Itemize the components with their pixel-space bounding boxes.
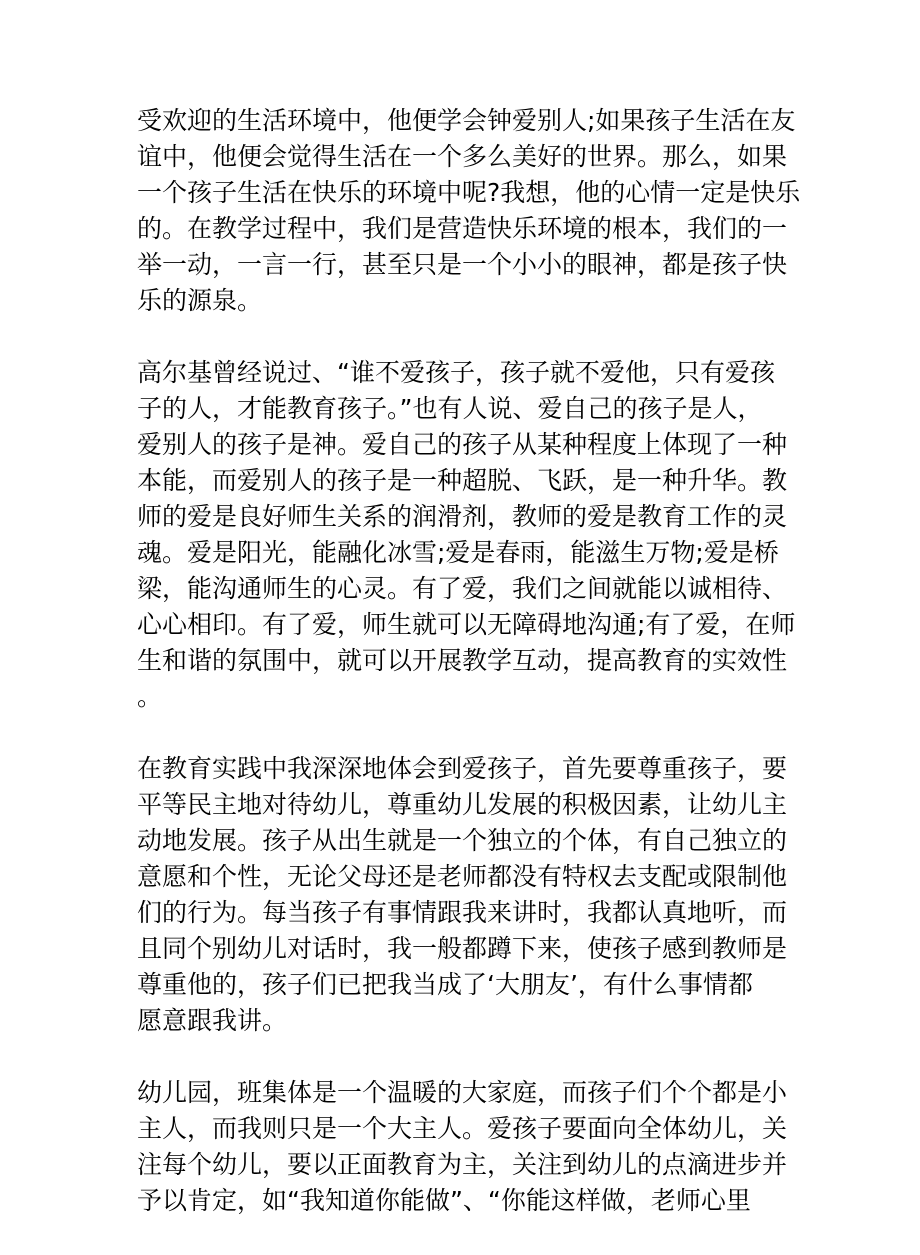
text-line: 魂。爱是阳光，能融化冰雪;爱是春雨，能滋生万物;爱是桥 bbox=[137, 538, 779, 567]
text-line: 高尔基曾经说过、“谁不爱孩子，孩子就不爱他，只有爱孩 bbox=[137, 358, 775, 387]
text-line: 举一动，一言一行，甚至只是一个小小的眼神，都是孩子快 bbox=[137, 250, 788, 279]
text-line: 意愿和个性，无论父母还是老师都没有特权去支配或限制他 bbox=[137, 862, 788, 891]
text-line: 梁，能沟通师生的心灵。有了爱，我们之间就能以诚相待、 bbox=[137, 574, 788, 603]
paragraph bbox=[137, 1075, 787, 1219]
text-line: 幼儿园，班集体是一个温暖的大家庭，而孩子们个个都是小 bbox=[137, 1078, 788, 1107]
text-line: 受欢迎的生活环境中，他便学会钟爱别人;如果孩子生活在友 bbox=[137, 106, 796, 135]
text-line: 师的爱是良好师生关系的润滑剂，教师的爱是教育工作的灵 bbox=[137, 502, 788, 531]
text-line: 平等民主地对待幼儿，尊重幼儿发展的积极因素，让幼儿主 bbox=[137, 790, 788, 819]
text-line: 注每个幼儿，要以正面教育为主，关注到幼儿的点滴进步并 bbox=[137, 1150, 788, 1179]
text-line: 。 bbox=[137, 682, 163, 711]
text-line: 动地发展。孩子从出生就是一个独立的个体，有自己独立的 bbox=[137, 826, 788, 855]
paragraph bbox=[137, 103, 801, 319]
text-line: 主人，而我则只是一个大主人。爱孩子要面向全体幼儿，关 bbox=[137, 1114, 788, 1143]
text-line: 谊中，他便会觉得生活在一个多么美好的世界。那么，如果 bbox=[137, 142, 788, 171]
text-line: 一个孩子生活在快乐的环境中呢?我想，他的心情一定是快乐 bbox=[137, 178, 801, 207]
text-line: 予以肯定，如“我知道你能做”、“你能这样做，老师心里 bbox=[137, 1186, 751, 1215]
text-line: 子的人，才能教育孩子。”也有人说、爱自己的孩子是人， bbox=[137, 394, 763, 423]
text-line: 本能，而爱别人的孩子是一种超脱、飞跃，是一种升华。教 bbox=[137, 466, 788, 495]
text-line: 生和谐的氛围中，就可以开展教学互动，提高教育的实效性 bbox=[137, 646, 788, 675]
text-line: 在教育实践中我深深地体会到爱孩子，首先要尊重孩子，要 bbox=[137, 754, 788, 783]
document-body bbox=[137, 103, 801, 1255]
text-line: 尊重他的，孩子们已把我当成了‘大朋友’，有什么事情都 bbox=[137, 970, 753, 999]
paragraph bbox=[137, 751, 787, 1039]
paragraph bbox=[137, 355, 796, 715]
text-line: 的。在教学过程中，我们是营造快乐环境的根本，我们的一 bbox=[137, 214, 788, 243]
text-line: 爱别人的孩子是神。爱自己的孩子从某种程度上体现了一种 bbox=[137, 430, 788, 459]
text-line: 们的行为。每当孩子有事情跟我来讲时，我都认真地听，而 bbox=[137, 898, 788, 927]
text-line: 愿意跟我讲。 bbox=[137, 1006, 288, 1035]
text-line: 心心相印。有了爱，师生就可以无障碍地沟通;有了爱，在师 bbox=[137, 610, 796, 639]
text-line: 且同个别幼儿对话时，我一般都蹲下来，使孩子感到教师是 bbox=[137, 934, 788, 963]
text-line: 乐的源泉。 bbox=[137, 286, 263, 315]
